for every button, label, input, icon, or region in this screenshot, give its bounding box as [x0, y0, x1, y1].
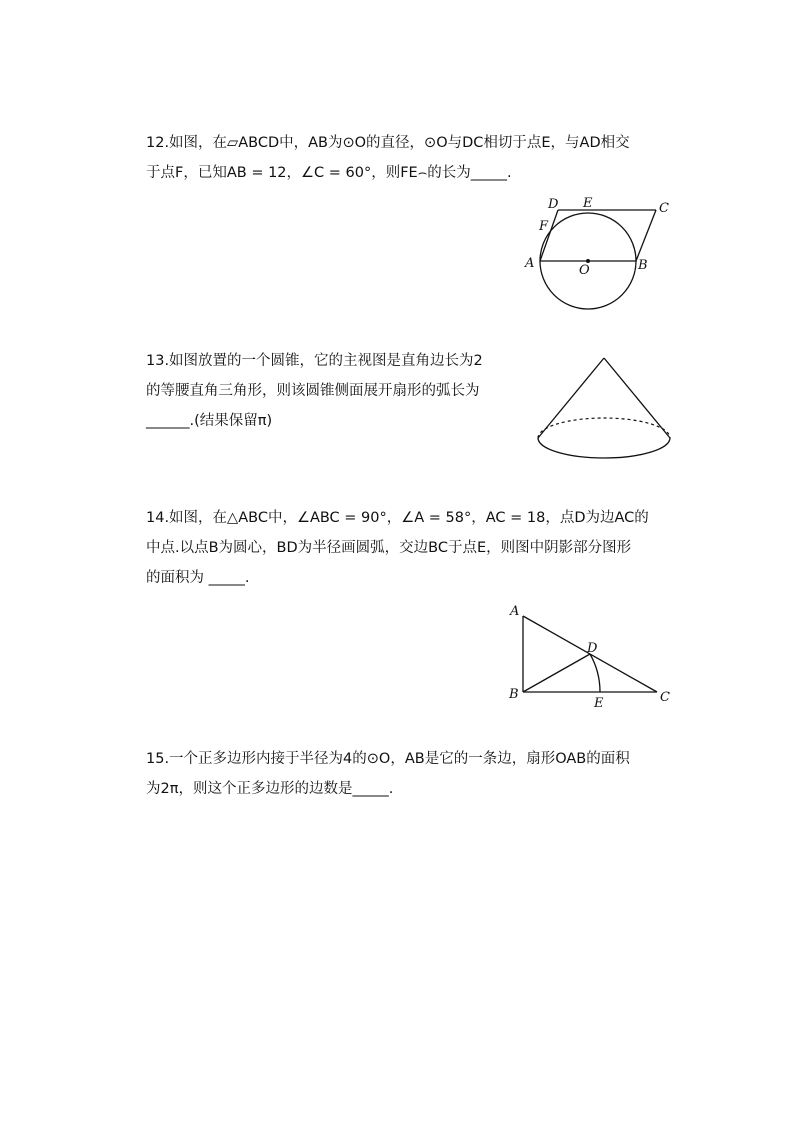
segment-bd	[523, 654, 590, 692]
question-15-line-2: 为2π，则这个正多边形的边数是_____.	[146, 781, 394, 797]
figure-13-cone	[530, 350, 680, 465]
label-a: A	[525, 256, 535, 271]
question-15-line-1: 15.一个正多边形内接于半径为4的⊙O，AB是它的一条边，扇形OAB的面积	[146, 751, 630, 767]
label-c: C	[660, 690, 670, 705]
label-d: D	[548, 197, 559, 212]
question-12-line-2: 于点F，已知AB = 12，∠C = 60°，则FE⌢的长为_____.	[146, 165, 512, 181]
question-13-line-3: ______.(结果保留π)	[146, 413, 273, 429]
label-d: D	[587, 641, 598, 656]
segment-bc	[636, 210, 656, 261]
question-14-line-3: 的面积为 _____.	[146, 570, 250, 586]
segment-ad	[540, 210, 558, 261]
label-a: A	[510, 604, 520, 619]
figure-14-right-triangle	[505, 600, 680, 712]
label-b: B	[638, 258, 648, 273]
figure-12-parallelogram-circle	[520, 195, 680, 315]
label-c: C	[659, 201, 669, 216]
question-12-line-1: 12.如图，在▱ABCD中，AB为⊙O的直径，⊙O与DC相切于点E，与AD相交	[146, 135, 630, 151]
question-14-line-2: 中点.以点B为圆心，BD为半径画圆弧，交边BC于点E，则图中阴影部分图形	[146, 540, 632, 556]
question-14-line-1: 14.如图，在△ABC中，∠ABC = 90°，∠A = 58°，AC = 18，点D为边AC的	[146, 510, 649, 526]
cone-base-back-arc	[538, 418, 670, 438]
cone-base-front-arc	[538, 438, 670, 458]
cone-left-edge	[538, 358, 604, 438]
label-o: O	[579, 263, 590, 278]
label-b: B	[509, 687, 519, 702]
label-f: F	[539, 219, 549, 234]
label-e: E	[583, 196, 593, 211]
question-13-line-2: 的等腰直角三角形，则该圆锥侧面展开扇形的弧长为	[146, 383, 480, 399]
question-14	[146, 503, 676, 593]
arc-de	[590, 654, 600, 692]
cone-right-edge	[604, 358, 670, 438]
label-e: E	[594, 696, 604, 711]
question-12	[146, 128, 676, 188]
question-13-line-1: 13.如图放置的一个圆锥，它的主视图是直角边长为2	[146, 353, 483, 369]
question-15	[146, 744, 676, 804]
